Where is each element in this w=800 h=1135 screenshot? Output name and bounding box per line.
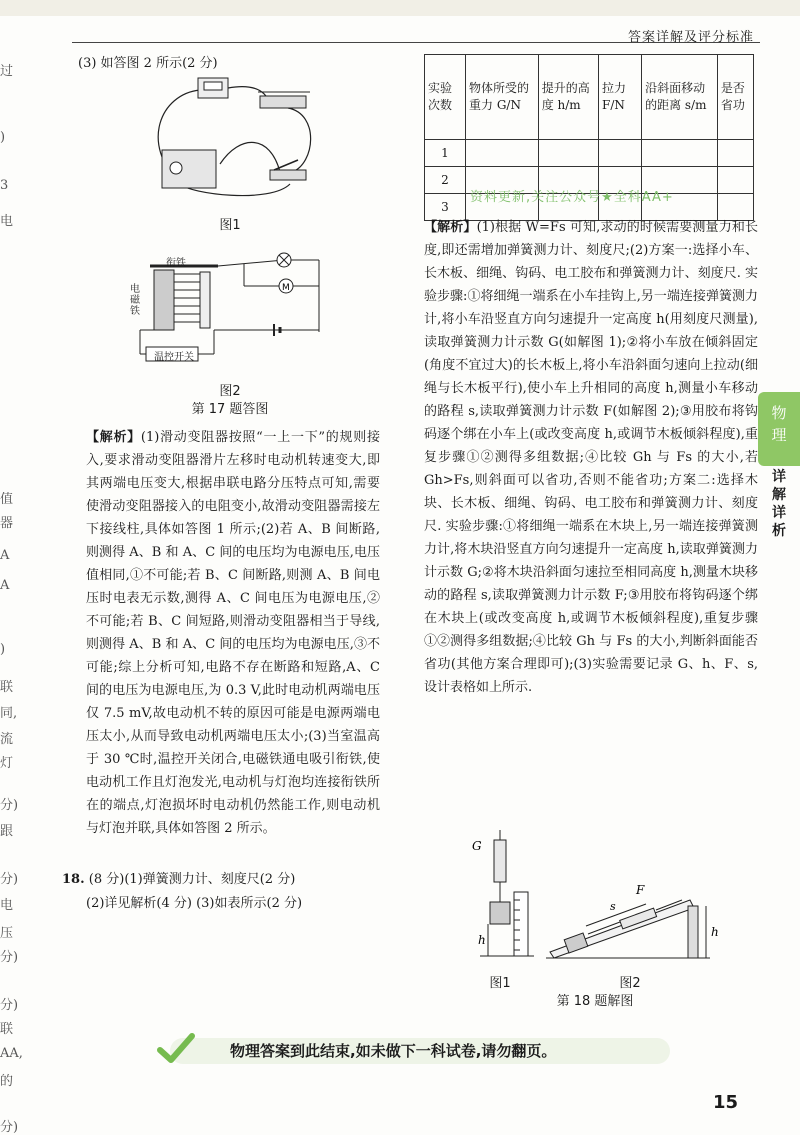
table-header-cell: 物体所受的重力 G/N xyxy=(466,55,539,140)
checkmark-icon xyxy=(156,1032,196,1066)
left-edge-fragment: 跟 xyxy=(0,824,14,839)
left-edge-fragments xyxy=(0,60,23,1135)
switch-label: 温控开关 xyxy=(154,352,194,363)
table-cell-empty xyxy=(538,140,598,167)
armature-label: 衔铁 xyxy=(166,258,186,269)
table-header-cell: 是否省功 xyxy=(717,55,753,140)
magnet-label: 电磁铁 xyxy=(130,284,140,317)
meter-window xyxy=(204,82,222,90)
table-cell-index: 1 xyxy=(425,140,466,167)
rheostat-body xyxy=(260,96,306,108)
left-edge-fragment: 分) xyxy=(0,998,19,1013)
subject-char-1: 物 xyxy=(771,404,787,422)
left-edge-fragment: 同, xyxy=(0,706,18,721)
section-tab-label: 详解详析 xyxy=(772,469,786,539)
block xyxy=(490,902,510,924)
left-edge-fragment: 灯 xyxy=(0,756,14,771)
q17-figure-caption: 第 17 题答图 xyxy=(191,402,269,417)
table-header-cell: 提升的高度 h/m xyxy=(538,55,598,140)
subject-side-tab xyxy=(758,392,800,552)
left-edge-fragment: ) xyxy=(0,130,6,145)
q18-line-1: (8 分)(1)弹簧测力计、刻度尺(2 分) xyxy=(88,872,296,887)
left-edge-fragment: 过 xyxy=(0,64,14,79)
left-edge-fragment: 值 xyxy=(0,492,14,507)
left-edge-fragment: 流 xyxy=(0,732,14,747)
table-cell-empty xyxy=(717,167,753,194)
q18-fig2-caption: 图2 xyxy=(619,976,641,991)
table-header-cell: 拉力 F/N xyxy=(599,55,642,140)
incline-block xyxy=(564,933,588,953)
left-edge-fragment: 分) xyxy=(0,1120,19,1135)
q17-fig2-caption: 图2 xyxy=(219,384,241,399)
q18-figure-caption: 第 18 题解图 xyxy=(556,994,634,1009)
wire xyxy=(220,142,280,172)
power-dial xyxy=(170,162,182,174)
fig1-g-label: G xyxy=(472,839,482,853)
q17-analysis xyxy=(86,426,380,840)
left-edge-fragment: 电 xyxy=(0,214,14,229)
left-edge-fragment: 分) xyxy=(0,950,19,965)
table-cell-empty xyxy=(466,140,539,167)
ruler xyxy=(514,892,528,956)
q17-figure-1 xyxy=(120,74,350,214)
left-edge-fragment: A xyxy=(0,578,10,593)
table-header-cell: 沿斜面移动的距离 s/m xyxy=(642,55,718,140)
left-edge-fragment: 联 xyxy=(0,1022,14,1037)
q17-analysis-text: (1)滑动变阻器按照“一上一下”的规则接入,要求滑动变阻器滑片左移时电动机转速变大,即其两端电压变大,根据串联电路分压特点可知,需要使滑动变阻器接入的电阻变小,故滑动变阻器需接左下接线柱,具体如答图 1 所示;(2)若 A、B 间断路,则测得 A、B 和 A、C 间的电压均为电源电压,电压值相同,①不可能;若 B、C 间断路,则测 A、B 间电压时电表无示数,测得 A、C 间电压为电源电压,②不可能;若 B、C 间短路,则滑动变阻器相当于导线,则测得 A、B 和 A、C 间的电压均为电源电压,③不可能;综上分析可知,电路不存在断路和短路,A、C 间的电压为电源电压,为 0.3 V,此时电动机两端电压仅 7.5 mV,故电动机不转的原因可能是电源两端电压太小,从而导致电动机两端电压太小;(3)当室温高于 30 ℃时,温控开关闭合,电磁铁通电吸引衔铁,使电动机工作且灯泡发光,电动机与灯泡均连接衔铁所在的端点,灯泡损坏时电动机仍然能工作,则电动机与灯泡并联,具体如答图 2 所示。 xyxy=(86,430,380,836)
left-edge-fragment: ) xyxy=(0,642,6,657)
q17-fig1-caption: 图1 xyxy=(219,218,241,233)
q17-part3-text: (3) 如答图 2 所示(2 分) xyxy=(78,56,218,71)
end-notice-text: 物理答案到此结束,如未做下一科试卷,请勿翻页。 xyxy=(230,1042,557,1060)
table-cell-empty xyxy=(717,140,753,167)
q18-number: 18. xyxy=(62,872,85,887)
end-notice xyxy=(150,1030,670,1066)
q18-analysis-text: (1)根据 W=Fs 可知,求动的时候需要测量力和长度,即还需增加弹簧测力计、刻度尺;(2)方案一:选择小车、长木板、细绳、钩码、电工胶布和弹簧测力计、刻度尺. 实验步骤:①将细绳一端系在小车挂钩上,另一端连接弹簧测力计,将小车沿竖直方向匀速提升一定高度 h(用刻度尺测量),读取弹簧测力计示数 G(如解图 1);②将小车放在倾斜固定(角度不宜过大)的长木板上,将小车沿斜面匀速向上拉动(细绳与长木板平行),使小车上升相同的高度 h,测量小车移动的路程 s,读取弹簧测力计示数 F(如解图 2);③用胶布将钩码逐个绑在小车上(或改变高度 h,或调节木板倾斜程度),重复步骤①②测得多组数据;④比较 Gh 与 Fs 的大小,若 Gh>Fs,则斜面可以省功,否则不能省功;方案二:选择木块、长木板、细绳、钩码、电工胶布和弹簧测力计、刻度尺. 实验步骤:①将细绳一端系在木块上,另一端连接弹簧测力计,将木块沿竖直方向匀速提升一定高度 h,读取弹簧测力计示数 G;②将木块沿斜面匀速拉至相同高度 h,测量木块移动的路程 s,读取弹簧测力计示数 F;③用胶布将钩码逐个绑在木块上(或改变高度 h,或调节木板倾斜程度),重复步骤①②测得多组数据;④比较 Gh 与 Fs 的大小,判断斜面能否省功(其他方案合理即可);(3)实验需要记录 G、h、F、s,设计表格如上所示. xyxy=(424,220,758,695)
q18-figures xyxy=(470,830,740,980)
header-rule xyxy=(72,42,760,43)
analysis-tag: 【解析】 xyxy=(424,220,477,235)
fig2-h-label: h xyxy=(711,925,719,939)
page-header xyxy=(0,0,800,44)
q18-line-2: (2)详见解析(4 分) (3)如表所示(2 分) xyxy=(86,896,303,911)
watermark-text: 资料更新,关注公众号★全科AA+ xyxy=(470,190,674,205)
fig2-s-label: s xyxy=(610,900,616,913)
switch-base xyxy=(270,170,306,180)
table-cell-empty xyxy=(642,140,718,167)
subject-tab-green xyxy=(758,392,800,466)
left-edge-fragment: 3 xyxy=(0,178,9,193)
page-number: 15 xyxy=(712,1092,738,1113)
left-edge-fragment: 的 xyxy=(0,1074,14,1089)
table-header-row xyxy=(425,55,754,140)
table-cell-index: 2 xyxy=(425,167,466,194)
q17-part3-line xyxy=(78,52,378,75)
wire xyxy=(218,260,284,266)
left-edge-fragment: A xyxy=(0,548,10,563)
left-edge-fragment: 电 xyxy=(0,898,14,913)
header-band xyxy=(0,0,800,16)
table-row xyxy=(425,140,754,167)
fig2-f-label: F xyxy=(636,883,645,897)
magnet-core xyxy=(154,270,174,330)
q18-analysis xyxy=(424,216,758,699)
motor-label: M xyxy=(282,283,290,293)
table-cell-index: 3 xyxy=(425,194,466,221)
table-header-cell: 实验次数 xyxy=(425,55,466,140)
left-edge-fragment: AA, xyxy=(0,1046,23,1061)
left-edge-fragment: 分) xyxy=(0,872,19,887)
header-title: 答案详解及评分标准 xyxy=(627,30,754,45)
support-stand xyxy=(688,906,698,958)
left-edge-fragment: 分) xyxy=(0,798,19,813)
left-edge-fragment: 器 xyxy=(0,516,14,531)
left-edge-fragment: 压 xyxy=(0,926,14,941)
left-edge-fragment: 联 xyxy=(0,680,14,695)
q18-answer xyxy=(62,868,302,916)
spring-scale xyxy=(494,840,506,882)
q18-fig1-caption: 图1 xyxy=(489,976,511,991)
fig1-h-label: h xyxy=(478,933,486,947)
subject-char-2: 理 xyxy=(771,426,787,444)
magnet-coil xyxy=(174,272,210,328)
table-cell-empty xyxy=(599,140,642,167)
analysis-tag: 【解析】 xyxy=(86,430,141,445)
